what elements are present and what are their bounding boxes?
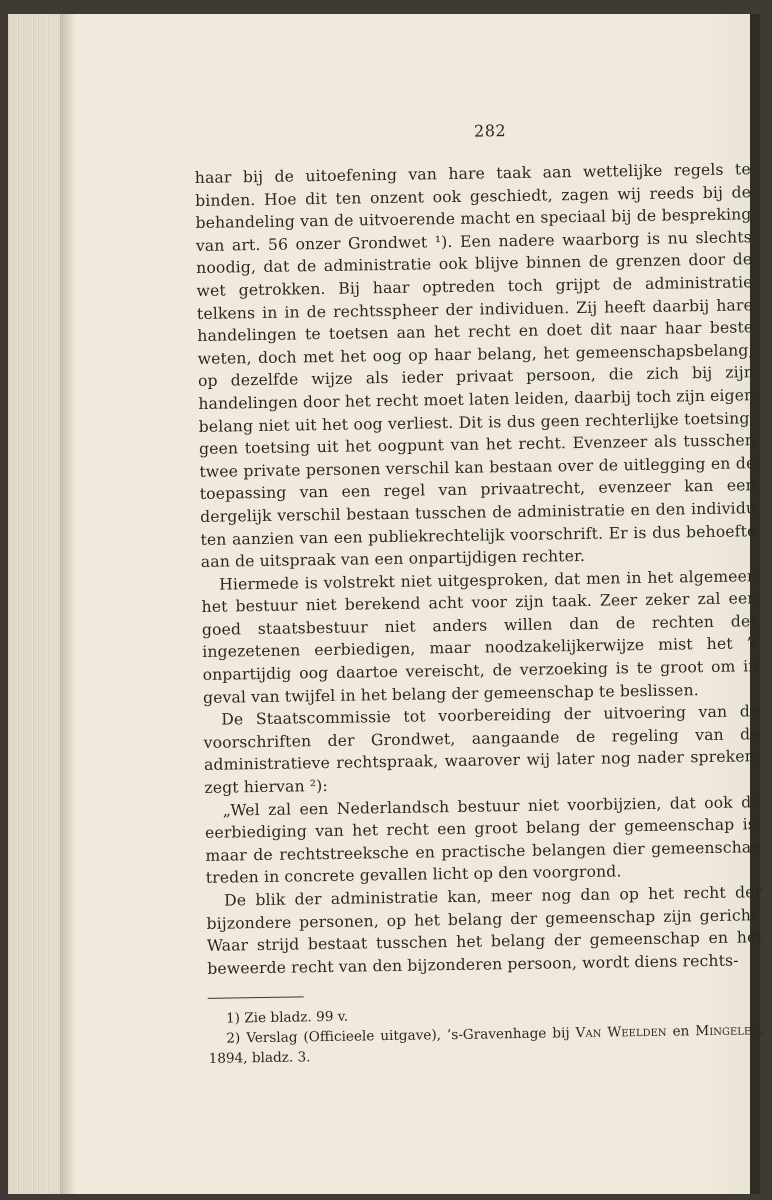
paragraph-1: haar bij de uitoefening van hare taak aan wettelijke regels te binden. Hoe dit ten onzent ook geschiedt, zagen wij reeds bij de behandeling van de uitvoerende macht en speciaal bij de bespreking van art. 56 onzer Grondwet ¹). Een nadere waarborg is nu slechts noodig, dat de administratie ook blijve binnen de grenzen door de wet getrokken. Bij haar optreden toch grijpt de administratie telkens in in de rechtsspheer der individuen. Zij heeft daarbij hare handelingen te toetsen aan het recht en doet dit naar haar beste weten, doch met het oog op haar belang, het gemeenschapsbelang, op dezelfde wijze als ieder privaat persoon, die zich bij zijn handelingen door het recht moet laten leiden, daarbij toch zijn eigen belang niet uit het oog verliest. Dit is dus geen rechterlijke toetsing, geen toetsing uit het oogpunt van het recht. Evenzeer als tusschen twee private personen verschil kan bestaan over de uitlegging en de toepassing van een regel van privaatrecht, evenzeer kan een dergelijk verschil bestaan tusschen de administratie en den individu ten aanzien van een publiekrechtelijk voorschrift. Er is dus behoefte aan de uitspraak van een onpartijdigen rechter. [194,160,757,572]
footnote-2-tail: , 1894, bladz. 3. [208,1022,765,1068]
page-stack-edge [8,14,60,1194]
footnote-divider [208,997,304,1000]
book-page [8,14,765,1194]
paragraph-4-quote: „Wel zal een Nederlandsch bestuur niet voorbijzien, dat ook de eerbiediging van het recht een groot belang der gemeenschap is, maar de rechtstreeksche en practische belangen dier gemeenschap treden in concrete gevallen licht op den voorgrond. [204,792,762,888]
footnote-2 [208,1021,765,1070]
footnote-1: 1) Zie bladz. 99 v. [225,1009,349,1027]
paragraph-2: Hiermede is volstrekt niet uitgesproken, dat men in het algemeen het bestuur niet berekend acht voor zijn taak. Zeer zeker zal een goed staatsbestuur niet anders willen dan de rechten der ingezetenen eerbiedigen, maar noodzakelijkerwijze mist het ’t onpartijdig oog daartoe vereischt, de verzoeking is te groot om in geval van twijfel in het belang der gemeenschap te beslissen. [201,566,759,707]
text-block [194,117,765,1069]
footnote-2-publisher: Van Weelden [575,1024,667,1042]
footnote-2-conjunction: en [666,1023,696,1041]
footnote-2-publisher-2: Mingelen [695,1022,761,1040]
page-number: 282 [473,121,507,141]
paragraph-3: De Staatscommissie tot voorbereiding der uitvoering van de voorschriften der Grondwet, aangaande de regeling van de administratieve rechtspraak, waarover wij later nog nader spreken, zegt hiervan ²): [203,702,761,797]
gutter-shadow [60,14,76,1194]
footnote-2-text: 2) Verslag (Officieele uitgave), ’s-Gravenhage bij [226,1025,576,1047]
paragraph-5: De blik der administratie kan, meer nog dan op het recht der bijzondere personen, op het belang der gemeenschap zijn gericht. Waar strijd bestaat tusschen het belang der gemeenschap en het beweerde recht van den bijzonderen persoon, wordt diens rechts- [206,883,763,978]
